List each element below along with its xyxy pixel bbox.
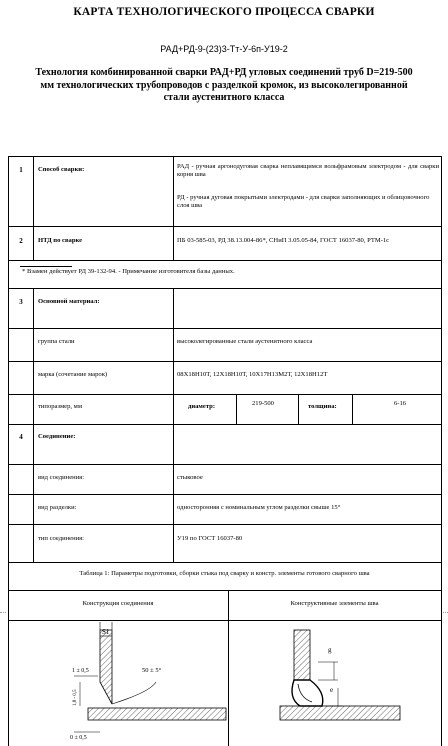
document-title: КАРТА ТЕХНОЛОГИЧЕСКОГО ПРОЦЕССА СВАРКИ: [73, 6, 375, 18]
diameter-value: 219-500: [252, 400, 274, 407]
size-label: типоразмер, мм: [38, 403, 83, 410]
ntd-label: НТД по сварке: [38, 237, 83, 244]
vertical-dimension: 1,8 - 0,5: [73, 689, 78, 706]
process-code: РАД+РД-9-(23)3-Тт-У-6п-У19-2: [160, 44, 288, 54]
table1-col2-header: Конструктивные элементы шва: [290, 600, 379, 607]
joint-kind-label: вид соединения:: [38, 474, 85, 481]
joint-construction-drawing: [60, 622, 228, 746]
row-number-4: 4: [19, 433, 23, 441]
joint-type-label: тип соединения:: [38, 535, 84, 542]
row-number-1: 1: [19, 166, 23, 174]
s1-dimension: S1: [102, 628, 110, 636]
edge-prep-label: вид разделки:: [38, 504, 77, 511]
diameter-label: диаметр:: [188, 403, 216, 410]
footnote: * Взамен действует РД 39-132-94. - Примечание изготовителя базы данных.: [22, 268, 235, 275]
welding-method-rad: РАД - ручная аргонодуговая сварка неплавящимся вольфрамовым электродом - для сварки корня шва: [177, 163, 439, 179]
table1-col1-header: Конструкция соединения: [82, 600, 154, 607]
bottom-dimension: 0 ± 0,5: [70, 735, 87, 741]
thickness-label: толщина:: [308, 403, 337, 410]
steel-group-value: высоколегированные стали аустенитного класса: [177, 338, 313, 345]
gap-dimension: 1 ± 0,5: [72, 668, 89, 674]
e-dimension: e: [330, 686, 334, 694]
row-number-2: 2: [19, 237, 23, 245]
ntd-value: ПБ 03-585-03, РД 38.13.004-86*, СНиП 3.05.05-84, ГОСТ 16037-80, РТМ-1с: [177, 237, 390, 244]
steel-grade-value: 08Х18Н10Т, 12Х18Н10Т, 10Х17Н13М2Т, 12Х18Н12Т: [177, 371, 328, 378]
steel-grade-label: марка (сочетание марок): [38, 371, 108, 378]
row-number-3: 3: [19, 298, 23, 306]
welding-method-label: Способ сварки:: [38, 166, 85, 173]
g-dimension: g: [328, 646, 332, 654]
base-material-label: Основной материал:: [38, 298, 100, 305]
document-subtitle: Технология комбинированной сварки РАД+РД угловых соединений труб D=219-500 мм технологических трубопроводов с разделкой кромок, из высоколегированной стали аустенитного класса: [35, 67, 413, 103]
angle-dimension: 50 ± 5°: [142, 667, 162, 674]
thickness-value: 6-16: [394, 400, 407, 407]
joint-type-value: У19 по ГОСТ 16037-80: [177, 535, 243, 542]
edge-prep-value: односторонняя с номинальным углом разделки свыше 15°: [177, 504, 341, 511]
welding-method-rd: РД - ручная дуговая покрытыми электродами - для сварки заполняющих и облицовочного слоя шва: [177, 194, 430, 210]
steel-group-label: группа стали: [38, 338, 75, 345]
joint-label: Соединение:: [38, 433, 76, 440]
table1-caption: Таблица 1: Параметры подготовки, сборки стыка под сварку и констр. элементы готового сварного шва: [79, 570, 370, 577]
joint-kind-value: стыковое: [177, 474, 203, 481]
weld-elements-drawing: [230, 622, 441, 746]
